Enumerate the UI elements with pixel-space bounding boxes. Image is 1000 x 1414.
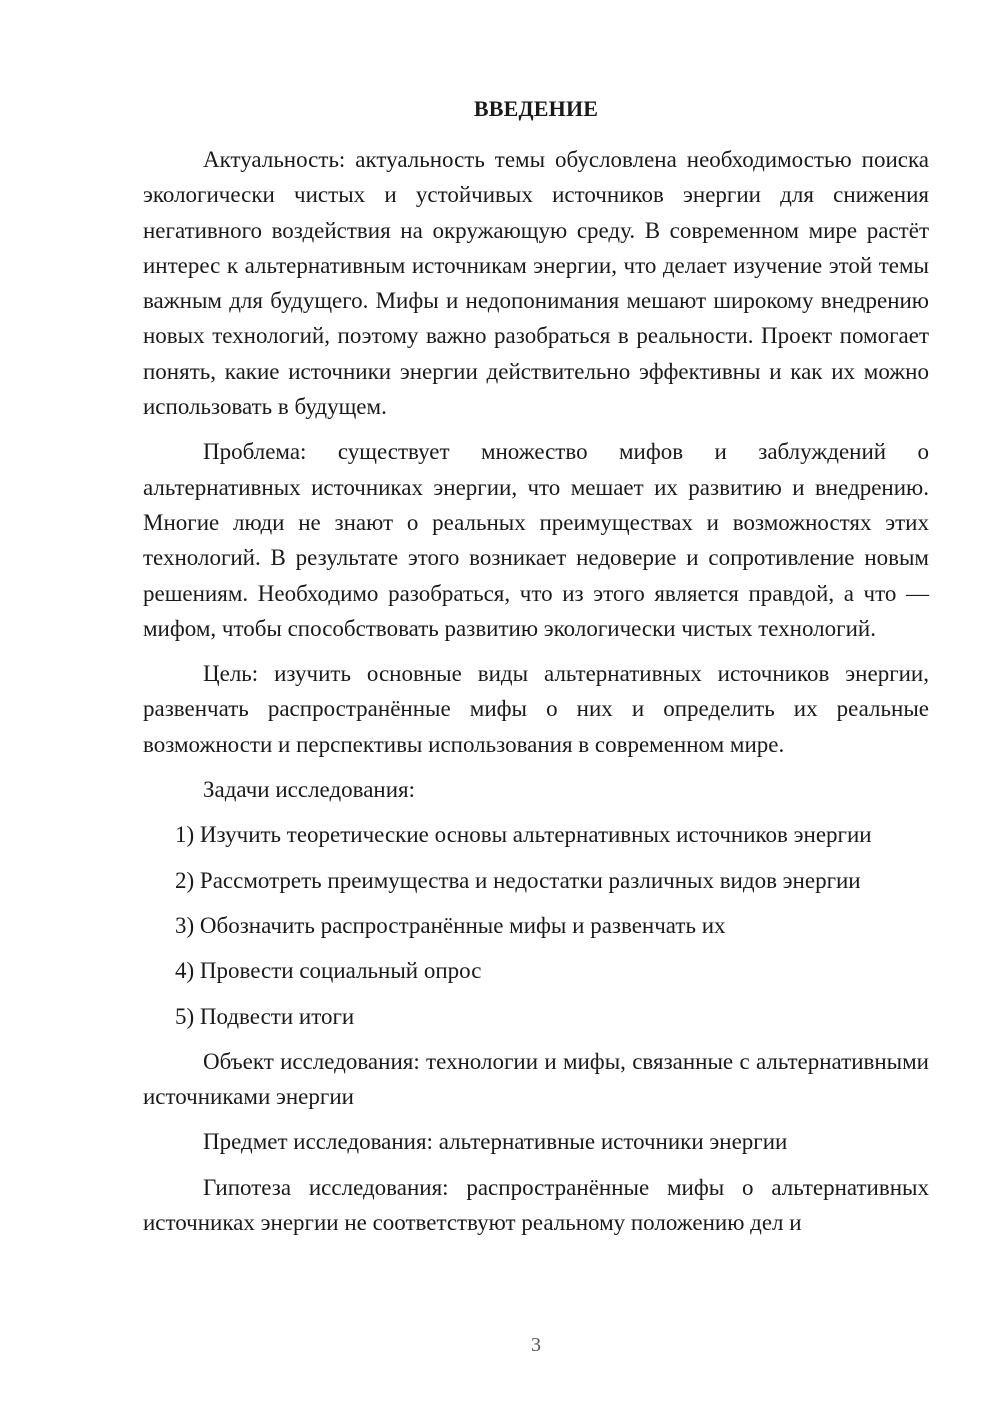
list-item: 1) Изучить теоретические основы альтернативных источников энергии: [175, 822, 872, 848]
list-item: 2) Рассмотреть преимущества и недостатки различных видов энергии: [175, 867, 861, 893]
list-item: 3) Обозначить распространённые мифы и развенчать их: [175, 912, 726, 938]
document-body: [143, 142, 929, 1250]
paragraph-problem: Проблема: существует множество мифов и заблуждений о альтернативных источниках энергии, что мешает их развитию и внедрению. Многие люди не знают о реальных преимуществах и возможностях этих технологий. В результате этого возникает недоверие и сопротивление новым решениям. Необходимо разобраться, что из этого является правдой, а что — мифом, чтобы способствовать развитию экологически чистых технологий.: [143, 439, 929, 641]
tasks-title: Задачи исследования:: [203, 777, 416, 803]
paragraph-object: Объект исследования: технологии и мифы, связанные с альтернативными источниками энергии: [143, 1048, 929, 1110]
page-number: 3: [531, 1334, 541, 1356]
list-item: 4) Провести социальный опрос: [175, 958, 482, 984]
list-item: 5) Подвести итоги: [175, 1003, 355, 1029]
tasks-list: [143, 817, 929, 1033]
paragraph-hypothesis: Гипотеза исследования: распространённые мифы о альтернативных источниках энергии не соответствуют реальному положению дел и: [143, 1174, 929, 1236]
paragraph-goal: Цель: изучить основные виды альтернативных источников энергии, развенчать распространённые мифы о них и определить их реальные возможности и перспективы использования в современном мире.: [143, 661, 929, 757]
paragraph-subject: Предмет исследования: альтернативные источники энергии: [203, 1129, 788, 1155]
section-heading: ВВЕДЕНИЕ: [473, 96, 599, 121]
paragraph-relevance: Актуальность: актуальность темы обусловлена необходимостью поиска экологически чистых и устойчивых источников энергии для снижения негативного воздействия на окружающую среду. В современном мире растёт интерес к альтернативным источникам энергии, что делает изучение этой темы важным для будущего. Мифы и недопонимания мешают широкому внедрению новых технологий, поэтому важно разобраться в реальности. Проект помогает понять, какие источники энергии действительно эффективны и как их можно использовать в будущем.: [143, 147, 929, 420]
